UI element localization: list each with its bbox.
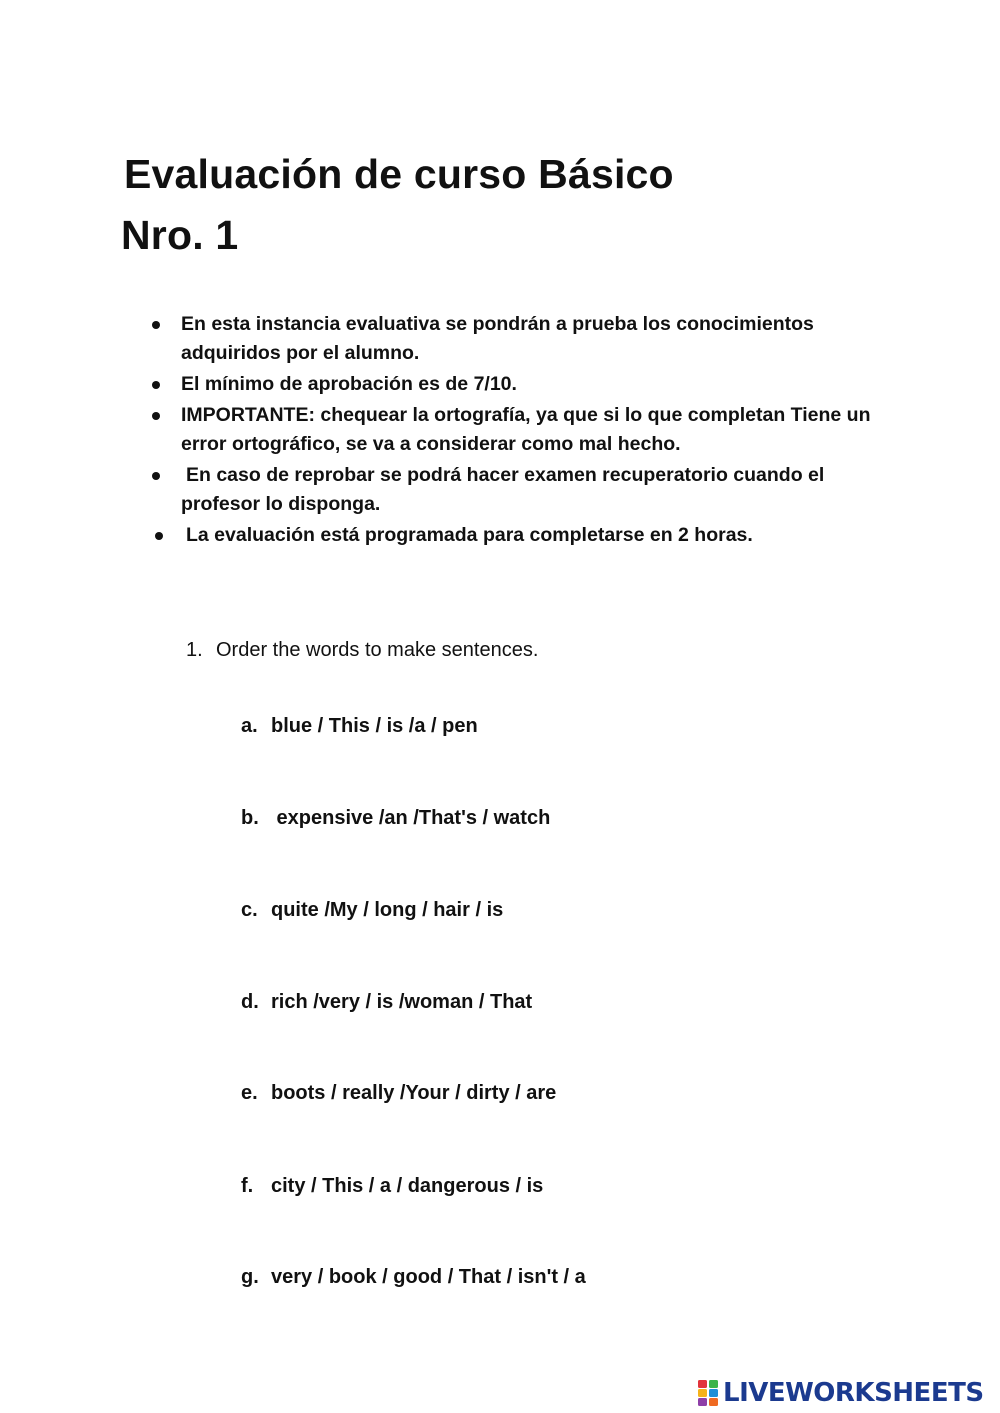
instructions-list	[148, 310, 888, 552]
sentence-item-f	[241, 1172, 543, 1200]
item-words: quite /My / long / hair / is	[271, 899, 504, 921]
item-words: boots / really /Your / dirty / are	[271, 1082, 557, 1104]
bullet-icon	[152, 472, 160, 480]
item-letter: e.	[241, 1082, 258, 1104]
item-words: city / This / a / dangerous / is	[271, 1175, 544, 1197]
page-subtitle-number: Nro. 1	[121, 212, 239, 258]
instruction-item: IMPORTANTE: chequear la ortografía, ya que si lo que completan Tiene un error ortográfico, se va a considerar como mal hecho.	[148, 401, 888, 459]
item-letter: d.	[241, 991, 259, 1013]
sentence-item-c	[241, 896, 503, 924]
item-words: rich /very / is /woman / That	[271, 991, 533, 1013]
logo-text: LIVEWORKSHEETS	[723, 1378, 984, 1408]
item-words: blue / This / is /a / pen	[271, 715, 478, 737]
instruction-item: La evaluación está programada para completarse en 2 horas.	[148, 521, 888, 550]
sentence-item-g	[241, 1263, 586, 1291]
item-words: very / book / good / That / isn't / a	[271, 1266, 586, 1288]
item-letter: a.	[241, 715, 258, 737]
liveworksheets-logo	[697, 1376, 984, 1410]
instruction-item: En esta instancia evaluativa se pondrán a prueba los conocimientos adquiridos por el alumno.	[148, 310, 888, 368]
bullet-icon	[155, 532, 163, 540]
item-letter: c.	[241, 899, 258, 921]
item-letter: f.	[241, 1175, 254, 1197]
sentence-item-b	[241, 804, 550, 832]
bullet-icon	[152, 412, 160, 420]
question-1	[186, 636, 538, 664]
sentence-item-a	[241, 712, 478, 740]
question-number: 1.	[186, 639, 203, 661]
question-text: Order the words to make sentences.	[216, 639, 539, 661]
sentence-item-e	[241, 1079, 556, 1107]
liveworksheets-logo-icon	[697, 1379, 721, 1407]
page-title: Evaluación de curso Básico	[124, 151, 674, 197]
bullet-icon	[152, 381, 160, 389]
instruction-item: En caso de reprobar se podrá hacer examen recuperatorio cuando el profesor lo disponga.	[148, 461, 888, 519]
sentence-item-d	[241, 988, 532, 1016]
bullet-icon	[152, 321, 160, 329]
item-letter: b.	[241, 807, 259, 829]
instruction-item: El mínimo de aprobación es de 7/10.	[148, 370, 888, 399]
item-words: expensive /an /That's / watch	[271, 807, 551, 829]
item-letter: g.	[241, 1266, 259, 1288]
